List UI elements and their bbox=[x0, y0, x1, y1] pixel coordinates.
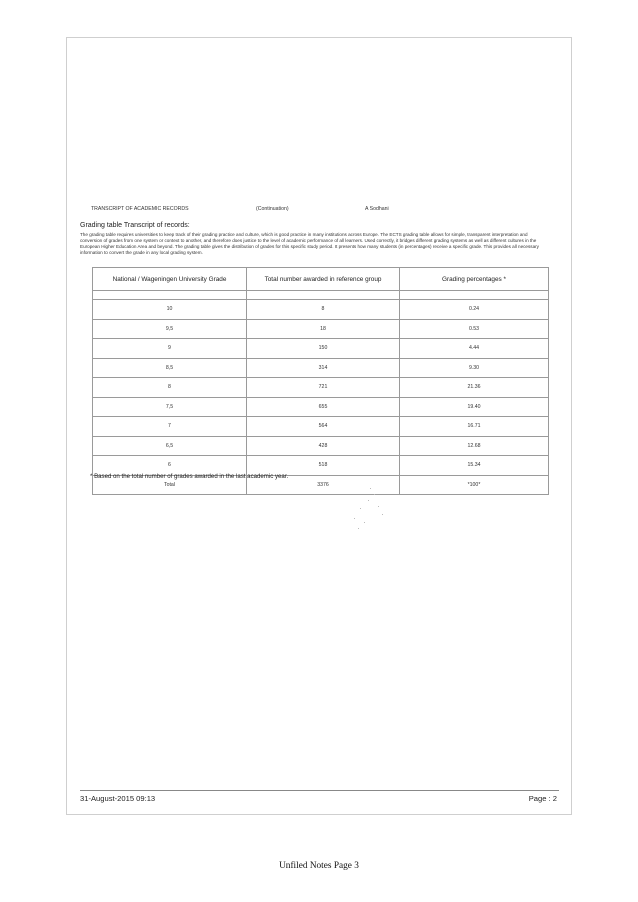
grading-table-heading: Grading table Transcript of records: bbox=[80, 222, 190, 229]
count-cell: 150 bbox=[247, 339, 400, 359]
percentage-cell: 4.44 bbox=[400, 339, 549, 359]
grade-cell: 6 bbox=[93, 456, 247, 476]
table-row bbox=[93, 319, 549, 339]
table-row bbox=[93, 300, 549, 320]
grade-cell: 8,5 bbox=[93, 358, 247, 378]
grading-table-description: The grading table requires universities to keep track of their grading practice and culture, which is good practice in many institutions across Europe. The ECTS grading table allows for simple, transparent interpretation and conversion of grades from one system or context to another, and therefore does justice to the level of academic performance of all learners. Used correctly, it bridges different grading systems as well as different cultures in the European Higher Education Area and beyond. The grading table gives the distribution of grades for this specific study period. It presents how many students (in percentages) receive a specific grade. This provides all necessary information to convert the grade in any local grading system. bbox=[80, 232, 539, 255]
percentage-cell: 0.53 bbox=[400, 319, 549, 339]
count-cell: 18 bbox=[247, 319, 400, 339]
count-cell: 428 bbox=[247, 436, 400, 456]
footer-divider bbox=[80, 790, 559, 791]
scan-speckles bbox=[340, 478, 400, 538]
table-spacer-row bbox=[93, 291, 549, 300]
table-row bbox=[93, 436, 549, 456]
percentage-cell: 16.71 bbox=[400, 417, 549, 437]
count-cell: 655 bbox=[247, 397, 400, 417]
table-row bbox=[93, 358, 549, 378]
percentage-cell: 0.24 bbox=[400, 300, 549, 320]
table-footnote: * Based on the total number of grades awarded in the last academic year. bbox=[90, 473, 289, 480]
percentage-cell: 19.40 bbox=[400, 397, 549, 417]
count-cell: 518 bbox=[247, 456, 400, 476]
student-name: A Sodhani bbox=[365, 206, 389, 212]
table-header-row bbox=[93, 268, 549, 291]
percentage-cell: 15.34 bbox=[400, 456, 549, 476]
column-header-percentage: Grading percentages * bbox=[400, 268, 549, 291]
notes-page-label: Unfiled Notes Page 3 bbox=[279, 861, 359, 871]
percentage-cell: 21.36 bbox=[400, 378, 549, 398]
grading-table bbox=[92, 267, 549, 495]
grade-cell: 8 bbox=[93, 378, 247, 398]
count-cell: 8 bbox=[247, 300, 400, 320]
table-row bbox=[93, 417, 549, 437]
grade-cell: 10 bbox=[93, 300, 247, 320]
table-row bbox=[93, 339, 549, 359]
grade-cell: 7 bbox=[93, 417, 247, 437]
count-cell: 314 bbox=[247, 358, 400, 378]
table-row bbox=[93, 378, 549, 398]
continuation-label: (Continuation) bbox=[256, 206, 289, 212]
page-number: Page : 2 bbox=[528, 794, 557, 803]
table-row bbox=[93, 397, 549, 417]
grade-cell: 7,5 bbox=[93, 397, 247, 417]
column-header-grade: National / Wageningen University Grade bbox=[93, 268, 247, 291]
column-header-total: Total number awarded in reference group bbox=[247, 268, 400, 291]
total-count-cell: 3376 bbox=[247, 475, 400, 495]
transcript-title: TRANSCRIPT OF ACADEMIC RECORDS bbox=[91, 206, 189, 212]
print-timestamp: 31-August-2015 09:13 bbox=[80, 794, 156, 803]
percentage-cell: 12.68 bbox=[400, 436, 549, 456]
total-label-cell: Total bbox=[93, 475, 247, 495]
grade-cell: 6,5 bbox=[93, 436, 247, 456]
percentage-cell: 9.30 bbox=[400, 358, 549, 378]
count-cell: 564 bbox=[247, 417, 400, 437]
count-cell: 721 bbox=[247, 378, 400, 398]
total-percentage-cell: *100* bbox=[400, 475, 549, 495]
grade-cell: 9,5 bbox=[93, 319, 247, 339]
grade-cell: 9 bbox=[93, 339, 247, 359]
